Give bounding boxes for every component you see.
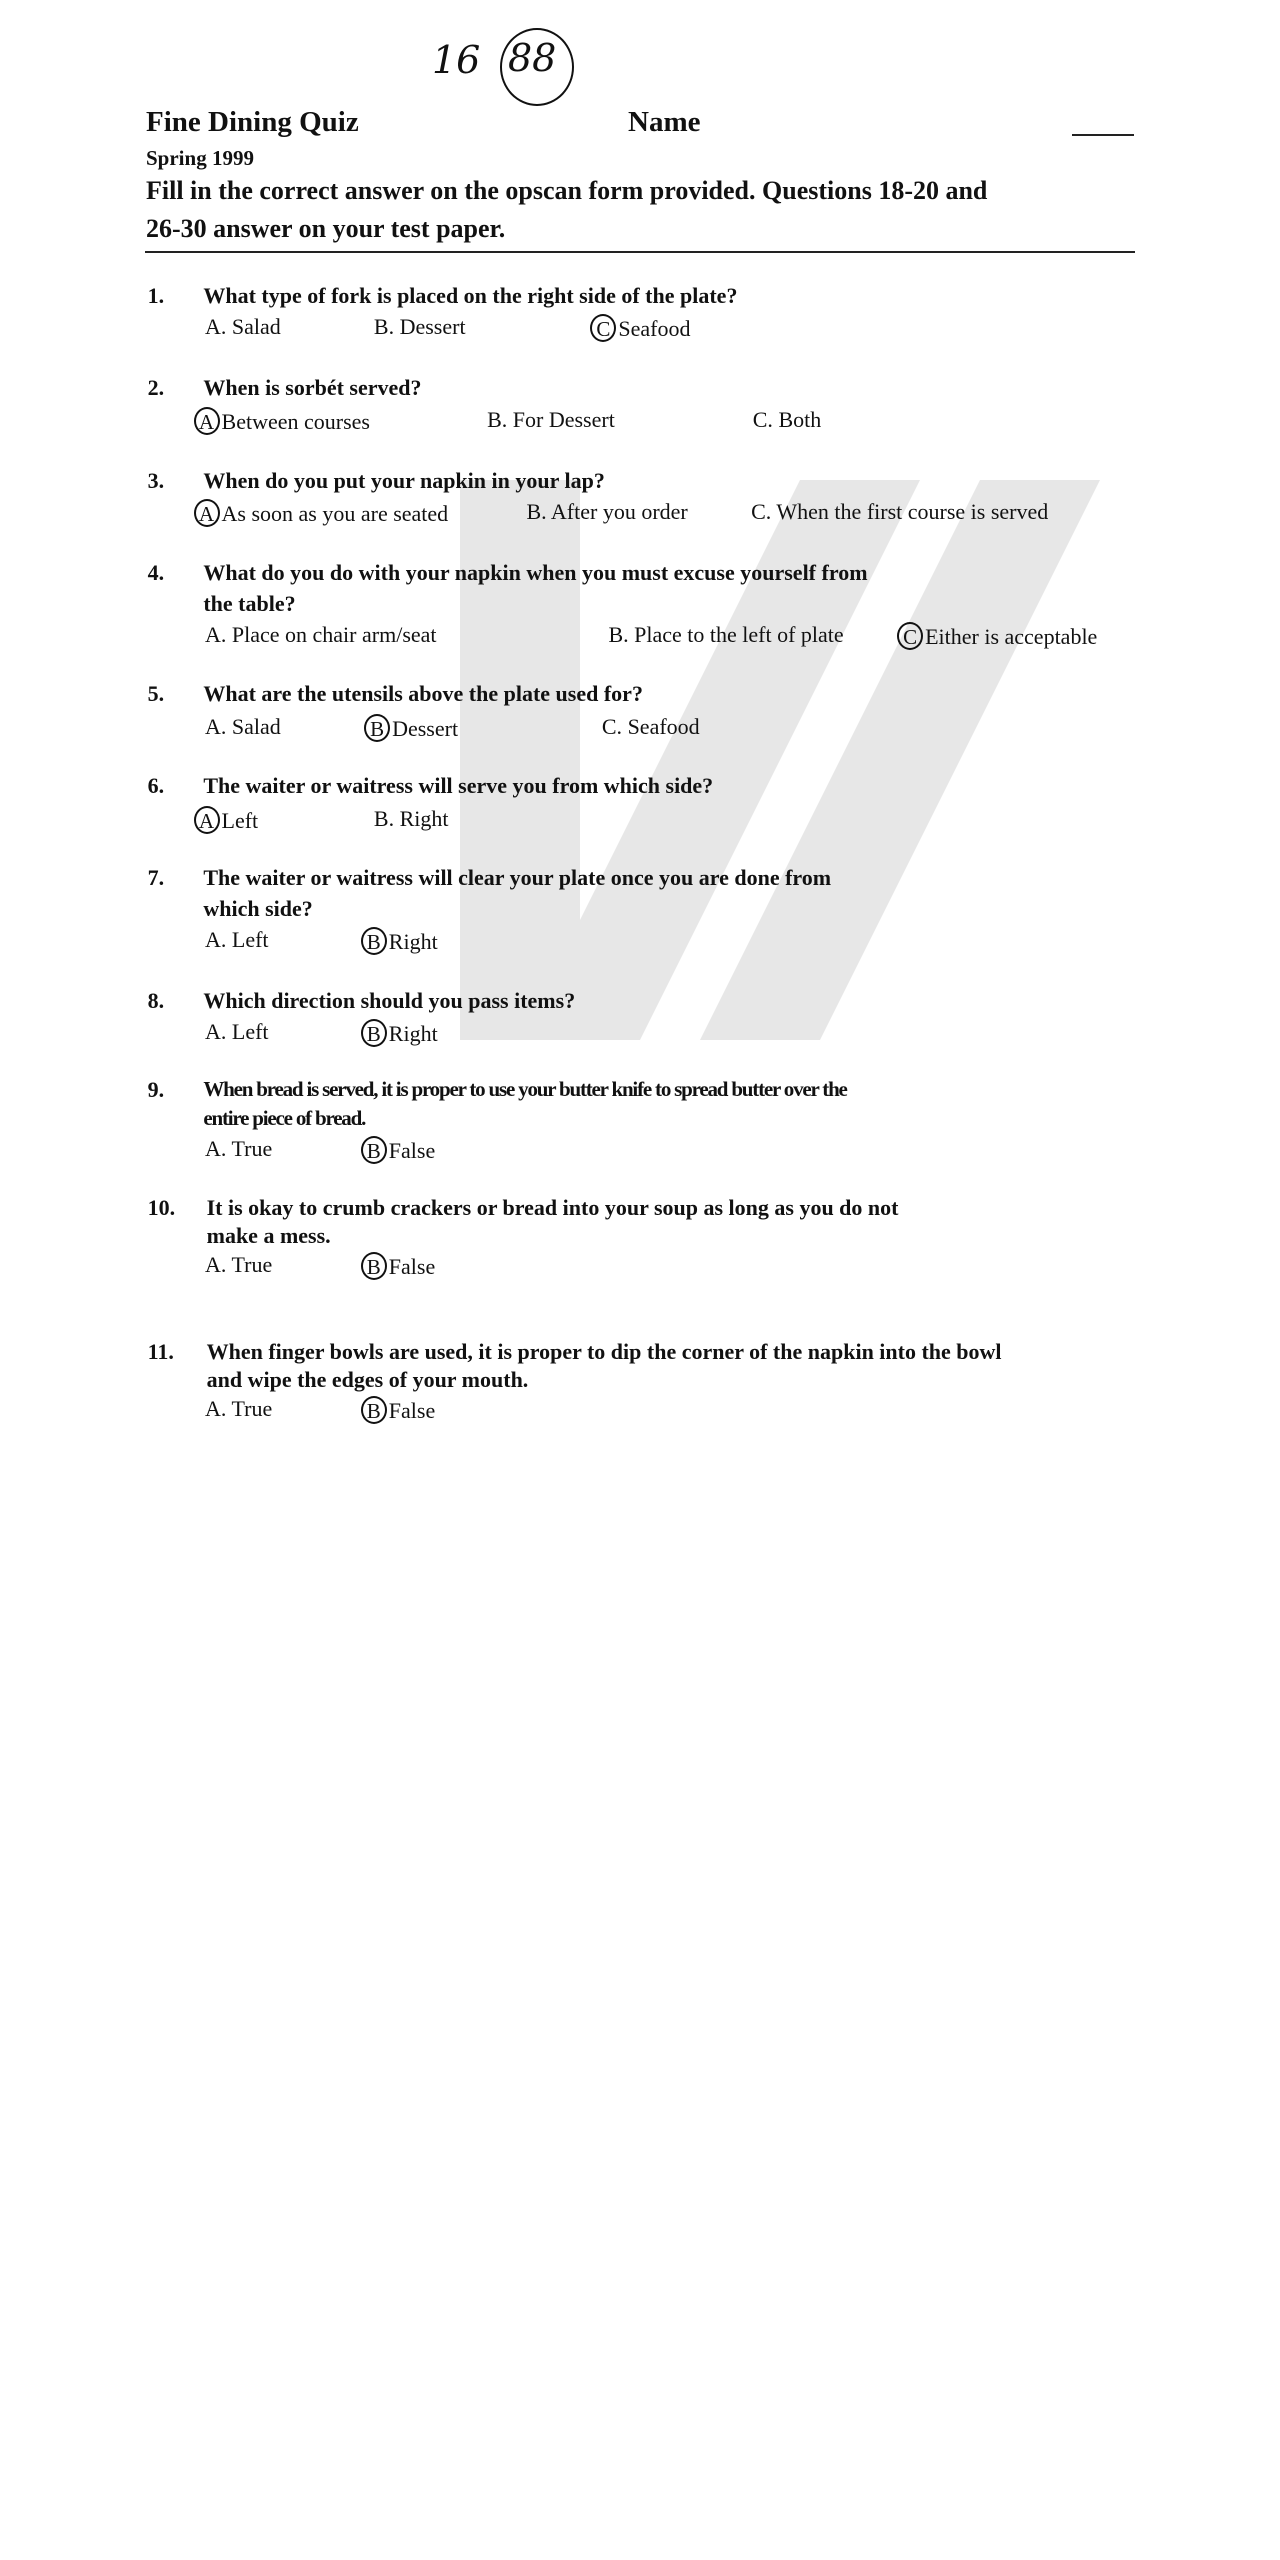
- circled-answer-letter: C: [590, 314, 616, 342]
- question-number: 2.: [147, 374, 165, 400]
- answer-label: Dessert: [392, 716, 459, 742]
- answer-option[interactable]: [205, 1396, 272, 1422]
- circled-answer-letter: A: [194, 407, 220, 435]
- answer-option[interactable]: [361, 1019, 438, 1047]
- circled-answer-letter: B: [361, 927, 387, 955]
- answer-label: Salad: [231, 714, 281, 740]
- answer-label: Salad: [231, 314, 281, 339]
- answer-option[interactable]: [205, 314, 281, 340]
- question-text: It is okay to crumb crackers or bread into your soup as long as you do not: [206, 1194, 899, 1220]
- answer-label: Dessert: [399, 314, 466, 339]
- term-label: Spring 1999: [146, 146, 254, 170]
- question-text: The waiter or waitress will serve you from which side?: [203, 773, 714, 799]
- question-text: make a mess.: [206, 1222, 331, 1248]
- circled-answer-letter: B: [364, 714, 390, 742]
- answer-label: When the first course is served: [776, 499, 1049, 525]
- circled-answer-letter: B: [361, 1396, 387, 1424]
- question-text: The waiter or waitress will clear your plate once you are done from: [203, 865, 832, 891]
- answer-letter: C.: [601, 714, 623, 740]
- question-number: 9.: [147, 1076, 165, 1102]
- answer-letter: A.: [205, 714, 227, 740]
- question-text: What are the utensils above the plate used for?: [203, 681, 643, 707]
- answer-label: Left: [231, 1019, 269, 1045]
- answer-label: Right: [399, 806, 449, 831]
- answer-letter: C.: [752, 407, 773, 433]
- answer-option[interactable]: [608, 622, 843, 648]
- question-number: 6.: [147, 773, 165, 799]
- instructions-line-1: Fill in the correct answer on the opscan form provided. Questions 18-20 and: [146, 176, 988, 205]
- circled-answer-letter: B: [361, 1136, 387, 1164]
- answer-option[interactable]: [361, 1252, 435, 1280]
- answer-label: After you order: [550, 499, 688, 525]
- circled-answer-letter: C: [897, 622, 923, 650]
- circled-answer-letter: B: [361, 1252, 387, 1280]
- answer-option[interactable]: [751, 499, 1048, 525]
- answer-option[interactable]: [205, 1136, 272, 1162]
- circled-answer-letter: B: [361, 1019, 387, 1047]
- answer-label: Both: [778, 407, 822, 433]
- answer-letter: B.: [487, 407, 508, 433]
- answer-option[interactable]: [361, 927, 438, 955]
- answer-letter: A.: [205, 927, 227, 953]
- answer-option[interactable]: [374, 314, 466, 340]
- instructions-line-2: 26-30 answer on your test paper.: [146, 214, 506, 243]
- name-field-line[interactable]: [1072, 134, 1134, 136]
- answer-label: For Dessert: [512, 407, 615, 433]
- question-number: 10.: [147, 1194, 176, 1220]
- question-text: When do you put your napkin in your lap?: [203, 468, 605, 494]
- answer-label: Between courses: [221, 409, 370, 435]
- answer-option[interactable]: [194, 806, 259, 834]
- answer-label: Left: [221, 808, 259, 833]
- answer-letter: B.: [608, 622, 629, 648]
- answer-option[interactable]: [364, 714, 458, 742]
- answer-option[interactable]: [374, 806, 449, 832]
- handwritten-grade: 88: [508, 36, 557, 80]
- answer-label: Seafood: [618, 316, 691, 341]
- answer-label: True: [231, 1396, 273, 1422]
- name-label: Name: [628, 106, 701, 138]
- answer-label: Right: [388, 1021, 438, 1047]
- answer-label: False: [388, 1137, 436, 1163]
- circled-answer-letter: A: [194, 499, 220, 527]
- question-number: 8.: [147, 988, 165, 1014]
- answer-label: Seafood: [627, 714, 700, 740]
- answer-label: Right: [388, 929, 438, 955]
- question-text: When bread is served, it is proper to use your butter knife to spread butter over the: [203, 1076, 847, 1101]
- question-number: 7.: [147, 865, 165, 891]
- question-text: entire piece of bread.: [203, 1106, 366, 1131]
- handwritten-score: 16: [432, 38, 481, 82]
- answer-label: Left: [231, 927, 269, 953]
- question-number: 5.: [147, 681, 165, 707]
- question-text: When finger bowls are used, it is proper to dip the corner of the napkin into the bowl: [206, 1339, 1002, 1364]
- question-text: and wipe the edges of your mouth.: [206, 1366, 529, 1392]
- answer-label: True: [231, 1135, 273, 1161]
- answer-option[interactable]: [205, 1252, 272, 1278]
- answer-label: Either is acceptable: [925, 624, 1098, 650]
- answer-label: Place to the left of plate: [634, 622, 844, 648]
- answer-letter: C.: [751, 499, 772, 525]
- answer-label: False: [388, 1254, 436, 1280]
- answer-letter: A.: [205, 1396, 227, 1422]
- question-number: 4.: [147, 560, 165, 585]
- circled-answer-letter: A: [194, 806, 220, 834]
- answer-label: True: [231, 1252, 273, 1278]
- answer-option[interactable]: [194, 407, 370, 435]
- answer-letter: B.: [373, 806, 395, 831]
- answer-option[interactable]: [753, 407, 821, 433]
- answer-option[interactable]: [487, 407, 615, 433]
- quiz-title: Fine Dining Quiz: [146, 106, 359, 138]
- answer-letter: A.: [205, 1252, 227, 1278]
- answer-label: As soon as you are seated: [221, 501, 449, 527]
- answer-label: False: [388, 1398, 436, 1424]
- question-number: 11.: [147, 1339, 174, 1364]
- answer-option[interactable]: [194, 499, 449, 527]
- answer-option[interactable]: [526, 499, 687, 525]
- answer-label: Place on chair arm/seat: [231, 622, 437, 648]
- answer-option[interactable]: [361, 1136, 435, 1164]
- question-text: the table?: [203, 591, 296, 617]
- answer-letter: A.: [205, 314, 227, 339]
- answer-option[interactable]: [205, 927, 269, 953]
- answer-letter: A.: [205, 1135, 227, 1161]
- question-text: What do you do with your napkin when you must excuse yourself from: [203, 560, 868, 585]
- answer-letter: B.: [373, 314, 395, 339]
- answer-option[interactable]: [205, 622, 437, 648]
- question-text: What type of fork is placed on the right side of the plate?: [203, 282, 738, 308]
- answer-option[interactable]: [590, 314, 690, 342]
- question-text: When is sorbét served?: [203, 374, 422, 400]
- answer-letter: A.: [205, 1019, 227, 1045]
- answer-option[interactable]: [897, 622, 1097, 650]
- answer-option[interactable]: [361, 1396, 435, 1424]
- header-divider: [145, 251, 1135, 253]
- question-number: 1.: [147, 282, 165, 308]
- question-text: which side?: [203, 896, 313, 922]
- answer-option[interactable]: [205, 714, 281, 740]
- answer-option[interactable]: [205, 1019, 269, 1045]
- question-number: 3.: [147, 468, 165, 494]
- question-text: Which direction should you pass items?: [203, 988, 576, 1014]
- answer-option[interactable]: [602, 714, 700, 740]
- answer-letter: B.: [526, 499, 547, 525]
- answer-letter: A.: [205, 622, 227, 648]
